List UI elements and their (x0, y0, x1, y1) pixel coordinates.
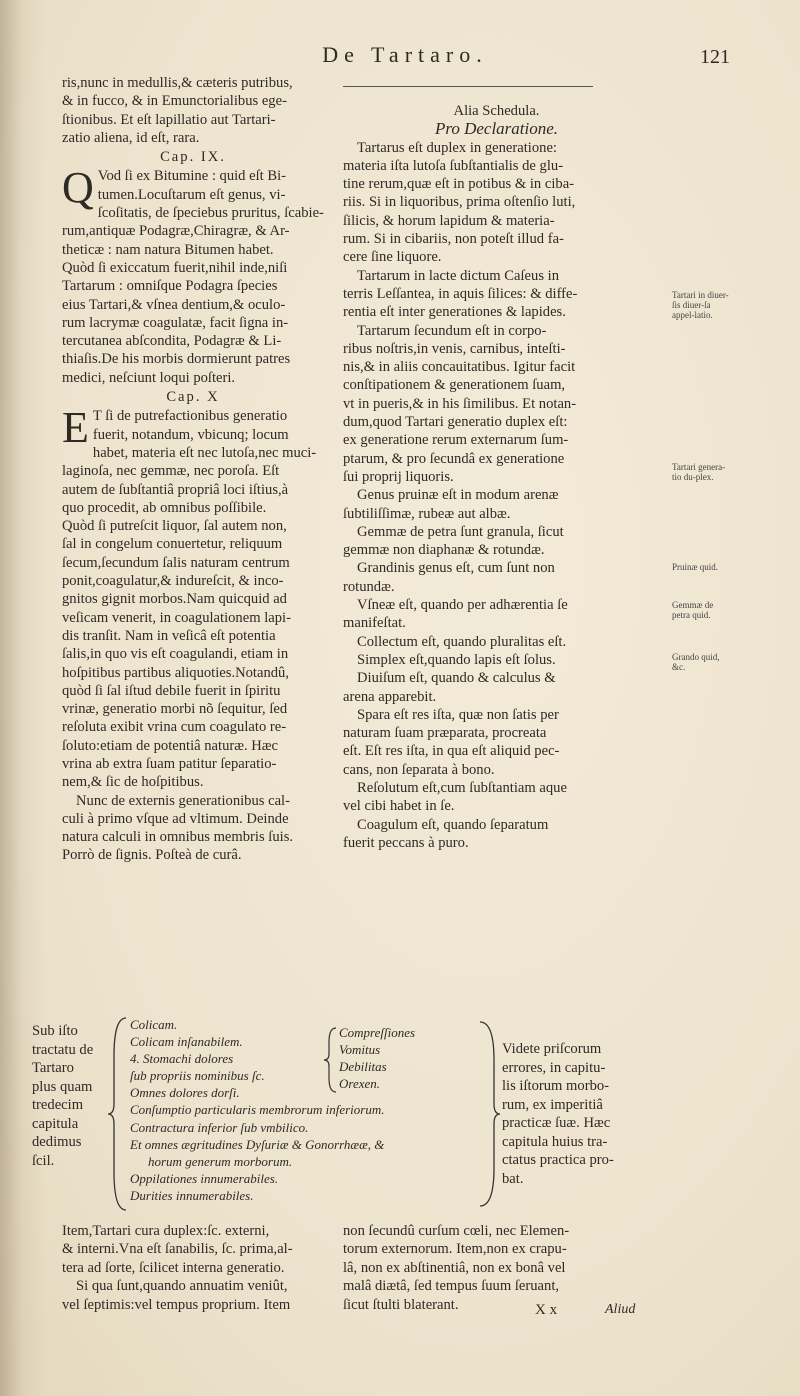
text-line: gemmæ non diaphanæ & rotundæ. (343, 542, 545, 559)
text-line: autem de ſubſtantiâ propriâ loci iſtius,à (62, 481, 289, 498)
text-line: & interni.Vna eſt ſanabilis, ſc. prima,al- (62, 1241, 293, 1258)
text-line: culi à primo vſque ad vltimum. Deinde (62, 810, 289, 827)
tree-item: ſub propriis nominibus ſc. (130, 1068, 265, 1084)
text-line: Gemmæ de petra ſunt granula, ſicut (357, 523, 564, 540)
text-line: non ſecundû curſum cœli, nec Elemen- (343, 1223, 570, 1239)
text-line: ſcoſitatis, de ſpeciebus pruritus, ſcabie- (97, 205, 324, 222)
signature-mark: X x (535, 1302, 558, 1318)
text-line: practicæ ſuæ. Hæc (502, 1115, 611, 1131)
tree-item: Oppilationes innumerabiles. (130, 1170, 279, 1186)
text-line: naturam ſuam præparata, procreata (343, 725, 547, 742)
marginal-note: Pruinæ quid. (672, 562, 719, 572)
text-line: ponit,coagulatur,& indureſcit, & inco- (62, 573, 284, 590)
text-line: tine rerum,quæ eſt in potibus & in ciba- (343, 176, 575, 193)
text-line: ſal in congelum conuertetur, reliquum (62, 536, 283, 553)
text-line: theticæ : nam natura Bitumen habet. (62, 241, 274, 258)
text-line: veſicam venerit, in coagulationem lapi- (62, 609, 291, 626)
text-line: rotundæ. (343, 578, 395, 595)
text-line: ſtionibus. Et eſt lapillatio aut Tartari- (62, 111, 276, 128)
page-number: 121 (700, 46, 730, 68)
text-line: Item,Tartari cura duplex:ſc. externi, (62, 1223, 270, 1239)
text-line: tumen.Locuſtarum eſt genus, vi- (97, 186, 286, 203)
marginal-note: Tartari genera-tio du-plex. (672, 462, 726, 482)
tree-item: Durities innumerabiles. (130, 1187, 254, 1203)
tree-item: Conſumptio particularis membrorum inferiorum. (130, 1102, 385, 1118)
text-line: vel cibi habet in ſe. (343, 798, 455, 815)
text-line: T ſi de putrefactionibus generatio (92, 408, 288, 425)
text-line: fuerit peccans à puro. (343, 834, 469, 851)
text-line: ſicut ſtulti blaterant. (343, 1296, 459, 1313)
chapter-heading-10: Cap. X (166, 389, 220, 406)
text-line: natura calculi in omnibus membris ſuis. (62, 829, 294, 846)
text-line: eius Tartari,& vſnea dentium,& oculo- (62, 296, 286, 313)
text-line: Tartarum in lacte dictum Caſeus in (357, 267, 560, 284)
text-line: conſtipationem & generationem ſuam, (343, 377, 566, 394)
tree-subitem: Debilitas (339, 1059, 387, 1075)
text-line: lis iſtorum morbo- (502, 1078, 610, 1094)
text-line: manifeſtat. (343, 615, 406, 632)
text-line: Tartarum : omniſque Podagra ſpecies (62, 278, 278, 295)
text-line: lâ, non ex abſtinentiâ, non ex bonâ vel (343, 1259, 566, 1276)
text-line: ſubtiliſſimæ, rubeæ aut albæ. (343, 505, 511, 522)
text-line: Grandinis genus eſt, cum ſunt non (357, 560, 555, 577)
tree-subitem: Orexen. (339, 1076, 381, 1092)
tree-right-text (502, 1040, 652, 1188)
text-line: hoſpitibus partibus aliquoties.Notandû, (62, 664, 289, 681)
tree-item: horum generum morborum. (148, 1153, 293, 1169)
text-line: vt in pueris,& in his ſimilibus. Et notan- (343, 395, 577, 412)
text-line: Reſolutum eſt,cum ſubſtantiam aque (357, 779, 567, 796)
text-line: Vod ſi ex Bitumine : quid eſt Bi- (97, 168, 287, 185)
text-line: Diuiſum eſt, quando & calculus & (357, 670, 556, 687)
text-line: ſoluto:etiam de potentiâ naturæ. Hæc (62, 737, 279, 754)
text-line: cere ſine liquore. (343, 249, 442, 266)
tree-subitems (339, 1024, 415, 1092)
header-rule (343, 86, 593, 87)
left-column (62, 74, 324, 865)
tree-item: Colicam. (130, 1017, 178, 1032)
left-brace (108, 1016, 130, 1212)
text-line: rentia eſt inter generationes & lapides. (343, 304, 566, 321)
bracket-table (32, 1016, 772, 1212)
right-column (343, 102, 650, 852)
tree-item: Omnes dolores dorſi. (130, 1085, 240, 1101)
marginal-note: Grando quid, &c. (672, 652, 720, 672)
drop-cap: Q (62, 163, 94, 213)
text-line: rum, ex imperitiâ (502, 1096, 603, 1113)
text-line: nis,& in aliis concauitatibus. Igitur facit (343, 359, 576, 376)
text-line: fuerit, notandum, vbicunq; locum (92, 426, 289, 443)
text-line: zatio aliena, id eſt, rara. (62, 129, 200, 146)
text-line: cans, non ſeparata à bono. (343, 761, 495, 778)
right-brace (478, 1020, 500, 1208)
running-head: De Tartaro. (322, 42, 488, 67)
text-line: Nunc de externis generationibus cal- (76, 792, 290, 809)
text-line: vel ſeptimis:vel tempus proprium. Item (62, 1296, 291, 1313)
tree-item: Contractura inferior ſub vmbilico. (130, 1119, 309, 1135)
text-line: dedimus (32, 1134, 82, 1150)
text-line: torum externorum. Item,non ex crapu- (343, 1241, 567, 1258)
text-line: Coagulum eſt, quando ſeparatum (357, 816, 549, 833)
text-line: materia iſta lutoſa ſubſtantialis de glu- (343, 157, 564, 174)
text-line: thiaſis.De his morbis dormierunt patres (62, 351, 291, 368)
text-line: vrinæ, generatio morbi nõ ſequitur, ſed (62, 701, 288, 718)
catchword: Aliud (605, 1302, 636, 1317)
text-line: rum,antiquæ Podagræ,Chiragræ, & Ar- (62, 223, 290, 240)
tree-left-text (32, 1022, 108, 1170)
text-line: quòd ſi ſal iſtud debile fuerit in ſpiritu (62, 682, 281, 699)
text-line: ſui proprij liquoris. (343, 468, 454, 485)
text-line: vrina ab extra ſuam patitur ſeparatio- (62, 755, 277, 772)
text-line: tredecim (32, 1097, 84, 1113)
text-line: Spara eſt res iſta, quæ non ſatis per (357, 706, 559, 723)
text-line: ris,nunc in medullis,& cæteris putribus, (62, 75, 293, 91)
text-line: ex generatione rerum externarum ſum- (343, 432, 569, 449)
text-line: tera ad ſorte, ſcilicet interna generatio. (62, 1259, 285, 1276)
tree-item: Et omnes ægritudines Dyſuriæ & Gonorrhææ, & (130, 1136, 385, 1152)
text-line: Vſneæ eſt, quando per adhærentia ſe (357, 597, 568, 614)
text-line: Sub iſto (32, 1023, 78, 1039)
text-line: Quòd ſi putreſcit liquor, ſal autem non, (62, 518, 287, 535)
text-line: Porrò de ſignis. Poſteà de curâ. (62, 847, 242, 864)
text-line: tractatu de (32, 1041, 94, 1058)
text-line: Simplex eſt,quando lapis eſt ſolus. (357, 651, 556, 668)
tree-item: Colicam inſanabilem. (130, 1034, 243, 1050)
tree-item: 4. Stomachi dolores (130, 1051, 234, 1067)
bottom-left-text (62, 1222, 332, 1314)
text-line: reſoluta exibit vrina cum coagulato re- (62, 719, 287, 736)
text-line: bat. (502, 1170, 524, 1187)
text-line: ſilicis, & horum lapidum & materia- (343, 212, 555, 229)
text-line: medici, neſciunt loqui poſteri. (62, 369, 236, 386)
inner-brace (324, 1026, 338, 1094)
text-line: terris Leſſantea, in aquis ſilices: & diffe- (343, 285, 578, 302)
text-line: Quòd ſi exiccatum fuerit,nihil inde,niſi (62, 259, 288, 276)
text-line: & in fucco, & in Emunctorialibus ege- (62, 93, 287, 110)
text-line: arena apparebit. (343, 688, 437, 705)
text-line: ſalis,in quo vis eſt coagulandi, etiam in (62, 646, 289, 663)
text-line: ptarum, & pro ſecundâ ex generatione (343, 450, 565, 467)
text-line: Videte priſcorum (502, 1041, 602, 1057)
text-line: Tartaro (32, 1060, 74, 1076)
text-line: habet, materia eſt nec lutoſa,nec muci- (92, 444, 317, 461)
text-line: rum lacrymæ coagulatæ, facit ſigna in- (62, 314, 289, 331)
text-line: nem,& ſic de hoſpitibus. (62, 774, 204, 791)
section-subheading: Pro Declaratione. (434, 119, 559, 139)
text-line: quo procedit, ab omnibus poſſibile. (62, 499, 267, 516)
text-line: Tartarus eſt duplex in generatione: (357, 139, 557, 156)
text-line: errores, in capitu- (502, 1059, 606, 1076)
text-line: plus quam (32, 1078, 93, 1095)
text-line: malâ diætâ, ſed tempus ſuum ſeruant, (343, 1278, 560, 1295)
text-line: eſt. Eſt res iſta, in qua eſt aliquid pec- (343, 743, 560, 760)
text-line: riis. Si in liquoribus, prima oſtenſio luti, (343, 194, 576, 211)
text-line: Collectum eſt, quando pluralitas eſt. (357, 633, 567, 650)
text-line: capitula (32, 1115, 79, 1132)
text-line: Tartarum ſecundum eſt in corpo- (357, 322, 547, 339)
marginal-note: Tartari in diuer-ſis diuer-ſa appel-latio. (672, 290, 729, 320)
text-line: dis tranſit. Nam in veſicâ eſt potentia (62, 627, 276, 644)
tree-subitem: Vomitus (339, 1042, 381, 1058)
marginal-note: Gemmæ de petra quid. (672, 600, 714, 620)
bottom-right-text (343, 1222, 653, 1314)
text-line: dum,quod Tartari generatio duplex eſt: (343, 414, 568, 431)
text-line: ribus noſtris,in venis, carnibus, inteſti- (343, 340, 566, 357)
text-line: rum. Si in cibariis, non poteſt illud fa- (343, 231, 564, 248)
drop-cap: E (62, 403, 89, 453)
text-line: gnitos gignit morbos.Nam quicquid ad (62, 591, 287, 608)
section-heading: Alia Schedula. (453, 103, 540, 119)
text-line: ſcil. (32, 1152, 55, 1169)
text-line: ctatus practica pro- (502, 1152, 614, 1168)
text-line: Si qua ſunt,quando annuatim veniût, (76, 1278, 288, 1295)
text-line: laginoſa, nec gemmæ, nec poroſa. Eſt (62, 463, 280, 480)
tree-subitem: Compreſſiones (339, 1025, 416, 1040)
text-line: capitula huius tra- (502, 1133, 608, 1150)
text-line: tercutanea abſcondita, Podagræ & Li- (62, 333, 282, 350)
text-line: Genus pruinæ eſt in modum arenæ (357, 487, 559, 504)
chapter-heading-9: Cap. IX. (160, 149, 226, 166)
text-line: ſecum,ſecundum ſalis naturam centrum (62, 554, 290, 571)
